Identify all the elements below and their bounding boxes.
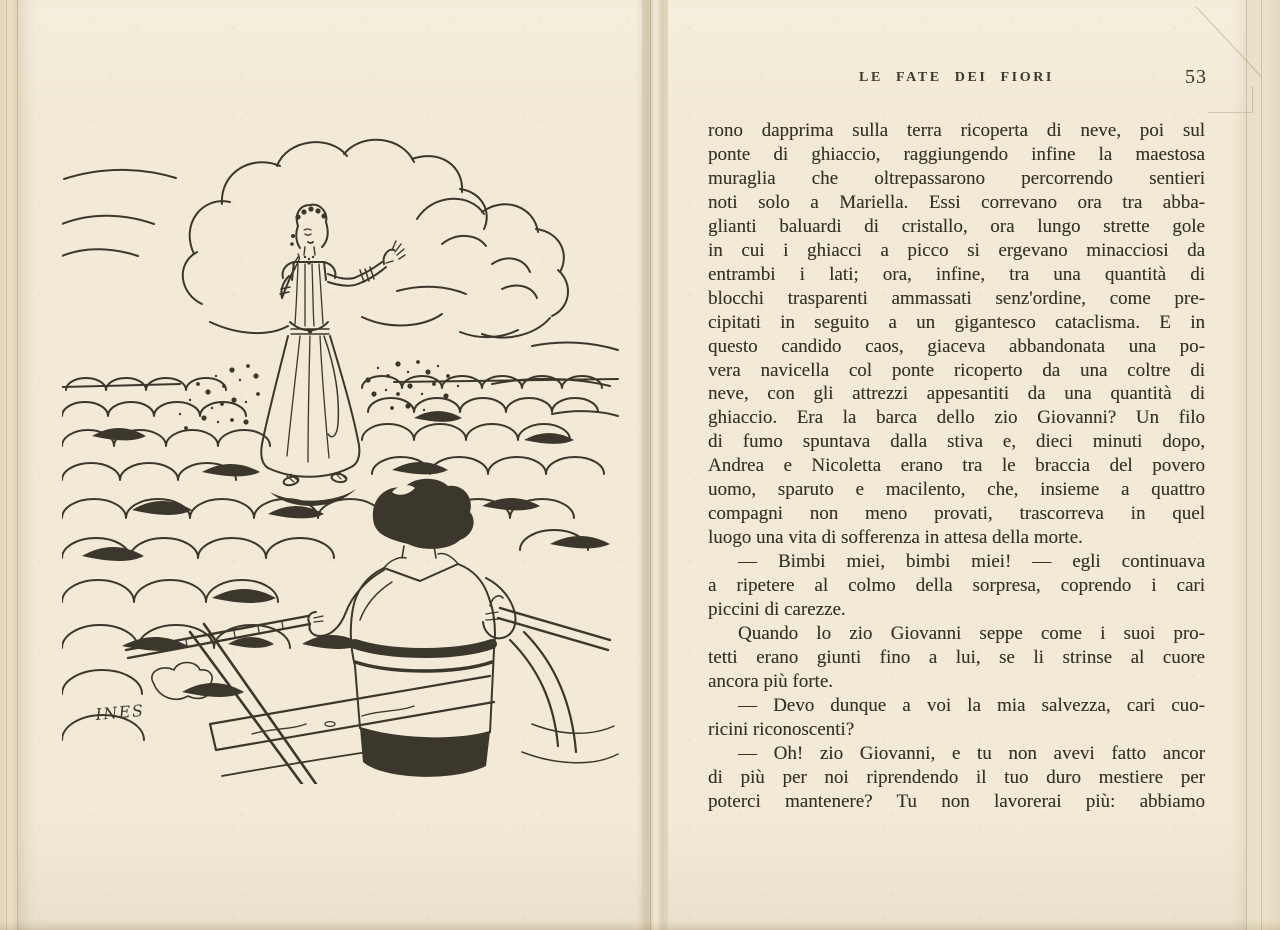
necklace — [304, 256, 314, 265]
text-column — [708, 66, 1207, 814]
waves-drawing — [62, 376, 604, 740]
illustration-fairy-and-boy — [62, 84, 622, 784]
text-line: questo candido caos, giaceva abbandonata una po- — [708, 335, 1205, 357]
right-page-edge — [1246, 0, 1280, 930]
text-line: — Devo dunque a voi la mia salvezza, cari cuo- — [738, 694, 1205, 716]
text-line: — Oh! zio Giovanni, e tu non avevi fatto ancor — [738, 742, 1205, 764]
clouds-drawing — [183, 140, 568, 338]
left-page — [18, 0, 642, 930]
text-line: ricini riconoscenti? — [708, 718, 855, 740]
text-line: glianti baluardi di cristallo, ora lungo strette gole — [708, 215, 1205, 237]
text-line: tetti erano giunti fino a lui, se li strinse al cuore — [708, 646, 1205, 668]
text-line: noti solo a Mariella. Essi correvano ora tra abba- — [708, 191, 1205, 213]
paragraph — [708, 550, 1205, 622]
text-line: — Bimbi miei, bimbi miei! — egli continuava — [738, 551, 1205, 573]
text-line: cipitati in seguito a un gigantesco cataclisma. E in — [708, 311, 1205, 333]
illustration-svg — [62, 84, 622, 784]
text-line: di fumo spuntava dalla stiva e, dieci minuti dopo, — [708, 431, 1205, 453]
text-line: di più per noi riprendendo il tuo duro mestiere per — [708, 766, 1205, 788]
text-line: uomo, sparuto e macilento, che, insieme a quattro — [708, 479, 1205, 501]
wave-crests — [82, 411, 610, 697]
header-title: LE FATE DEI FIORI — [859, 70, 1054, 85]
text-line: Andrea e Nicoletta erano tra le braccia del povero — [708, 455, 1205, 477]
artist-signature: INES — [94, 700, 146, 724]
left-page-edge — [0, 0, 18, 930]
text-line: vera navicella col ponte ricoperto da una coltre di — [708, 359, 1205, 381]
text-line: Quando lo zio Giovanni seppe come i suoi pro- — [738, 623, 1205, 645]
page-number: 53 — [1185, 66, 1207, 88]
paragraph — [708, 694, 1205, 742]
text-line: ancora più forte. — [708, 670, 834, 692]
text-line: ghiaccio. Era la barca dello zio Giovanni? Un filo — [708, 407, 1205, 429]
boy-in-boat — [126, 479, 618, 784]
body-text — [708, 119, 1205, 814]
text-line: blocchi trasparenti ammassati senz'ordine, come pre- — [708, 287, 1205, 309]
text-line: piccini di carezze. — [708, 599, 846, 621]
text-line: in cui i ghiacci a picco si ergevano minacciosi da — [708, 239, 1205, 261]
crease-mark — [1208, 86, 1253, 113]
text-line: neve, con gli attrezzi appesantiti da una quantità di — [708, 383, 1205, 405]
water-reflection — [270, 489, 356, 506]
text-line: poterci mantenere? Tu non lavorerai più: abbiamo — [708, 790, 1205, 812]
text-line: entrambi i lati; ora, infine, tra una quantità di — [708, 263, 1205, 285]
text-line: a ripetere al colmo della sorpresa, coprendo i cari — [708, 575, 1205, 597]
paragraph — [708, 742, 1205, 814]
bottom-shadow — [0, 920, 1280, 930]
text-line: rono dapprima sulla terra ricoperta di neve, poi sul — [708, 120, 1205, 141]
right-page — [668, 0, 1246, 930]
text-line: ponte di ghiaccio, raggiungendo infine la maestosa — [708, 143, 1205, 165]
splash-spray — [179, 360, 459, 430]
book-gutter — [636, 0, 672, 930]
text-line: compagni non meno provati, trascorreva in quel — [708, 503, 1205, 525]
text-line: muraglia che oltrepassarono percorrendo sentieri — [708, 167, 1205, 189]
paragraph — [708, 119, 1205, 550]
text-line: luogo una vita di sofferenza in attesa della morte. — [708, 527, 1083, 549]
running-header — [708, 66, 1207, 94]
paragraph — [708, 622, 1205, 694]
boy-figure — [308, 479, 515, 777]
